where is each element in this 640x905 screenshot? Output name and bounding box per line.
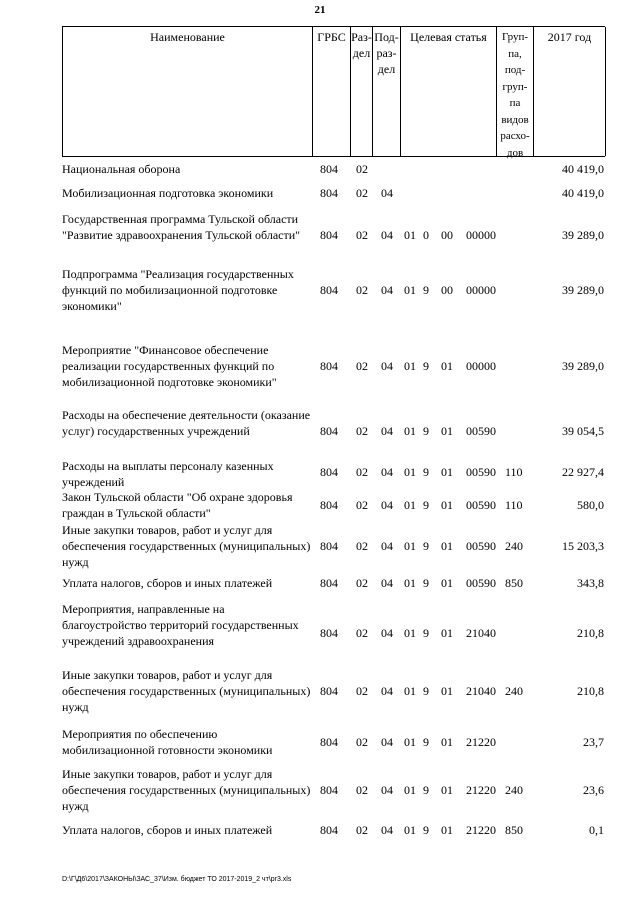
row-rz: 02 [356, 228, 368, 242]
row-name: Иные закупки товаров, работ и услуг для обеспечения государственных (муниципальных) нужд [62, 767, 311, 813]
header-vr-line-4: груп- [502, 80, 528, 93]
row-c: 00 [441, 283, 453, 297]
row-grbs: 804 [320, 539, 338, 553]
row-grbs: 804 [320, 359, 338, 373]
row-b: 9 [423, 684, 429, 698]
row-name: Мероприятие "Финансовое обеспечение реализации государственных функций по мобилизационной подготовке экономики" [62, 343, 277, 389]
row-sum: 22 927,4 [562, 465, 604, 479]
row-vr: 240 [505, 783, 523, 797]
row-vr: 240 [505, 684, 523, 698]
row-b: 0 [423, 228, 429, 242]
row-name: Мероприятия, направленные на благоустройство территорий государственных учреждений здравоохранения [62, 602, 299, 648]
row-a: 01 [404, 283, 416, 297]
row-c: 01 [441, 735, 453, 749]
header-podrazdel-line-3: дел [377, 62, 396, 76]
row-d: 21220 [466, 823, 496, 837]
row-name: Подпрограмма "Реализация государственных функций по мобилизационной подготовке экономики" [62, 267, 294, 313]
row-a: 01 [404, 576, 416, 590]
row-sum: 343,8 [577, 576, 604, 590]
row-d: 00590 [466, 498, 496, 512]
row-c: 01 [441, 783, 453, 797]
row-d: 00590 [466, 424, 496, 438]
row-pr: 04 [381, 424, 393, 438]
row-grbs: 804 [320, 424, 338, 438]
row-vr: 850 [505, 576, 523, 590]
header-podrazdel [373, 27, 401, 156]
row-sum: 210,8 [577, 684, 604, 698]
row-rz: 02 [356, 576, 368, 590]
header-vr-line-2: па, [508, 47, 522, 60]
row-sum: 39 289,0 [562, 283, 604, 297]
header-grbs: ГРБС [313, 27, 351, 156]
row-grbs: 804 [320, 823, 338, 837]
row-name: Иные закупки товаров, работ и услуг для обеспечения государственных (муниципальных) нужд [62, 668, 311, 714]
row-sum: 39 289,0 [562, 359, 604, 373]
row-b: 9 [423, 735, 429, 749]
row-d: 21040 [466, 684, 496, 698]
row-name: Расходы на выплаты персоналу казенных учреждений [62, 459, 274, 489]
row-name: Уплата налогов, сборов и иных платежей [62, 823, 273, 837]
header-podrazdel-line-2: раз- [376, 46, 397, 60]
row-c: 01 [441, 539, 453, 553]
row-vr: 240 [505, 539, 523, 553]
row-sum: 210,8 [577, 626, 604, 640]
row-name: Расходы на обеспечение деятельности (оказание услуг) государственных учреждений [62, 408, 311, 438]
table-header [62, 26, 605, 157]
row-sum: 39 289,0 [562, 228, 604, 242]
row-b: 9 [423, 283, 429, 297]
row-rz: 02 [356, 359, 368, 373]
row-rz: 02 [356, 424, 368, 438]
header-vr-line-7: расхо- [500, 130, 530, 142]
row-vr: 110 [505, 498, 523, 512]
row-d: 00590 [466, 539, 496, 553]
row-sum: 15 203,3 [562, 539, 604, 553]
row-a: 01 [404, 465, 416, 479]
row-rz: 02 [356, 162, 368, 176]
row-sum: 39 054,5 [562, 424, 604, 438]
row-grbs: 804 [320, 626, 338, 640]
row-c: 01 [441, 498, 453, 512]
header-vr-line-8: дов [506, 146, 524, 159]
row-a: 01 [404, 424, 416, 438]
row-rz: 02 [356, 735, 368, 749]
row-grbs: 804 [320, 186, 338, 200]
row-pr: 04 [381, 735, 393, 749]
header-razdel [351, 27, 373, 156]
row-grbs: 804 [320, 735, 338, 749]
row-name: Уплата налогов, сборов и иных платежей [62, 576, 273, 590]
row-grbs: 804 [320, 228, 338, 242]
header-vr-line-3: под- [504, 64, 526, 76]
row-c: 01 [441, 626, 453, 640]
row-vr: 850 [505, 823, 523, 837]
row-b: 9 [423, 424, 429, 438]
row-d: 00000 [466, 359, 496, 373]
row-name: Закон Тульской области "Об охране здоровья граждан в Тульской области" [62, 490, 293, 520]
row-a: 01 [404, 626, 416, 640]
row-a: 01 [404, 783, 416, 797]
row-b: 9 [423, 823, 429, 837]
row-rz: 02 [356, 539, 368, 553]
row-c: 01 [441, 359, 453, 373]
row-a: 01 [404, 539, 416, 553]
row-sum: 40 419,0 [562, 162, 604, 176]
header-razdel-line-1: Раз- [351, 30, 372, 44]
row-d: 21220 [466, 735, 496, 749]
row-grbs: 804 [320, 783, 338, 797]
row-rz: 02 [356, 783, 368, 797]
row-sum: 40 419,0 [562, 186, 604, 200]
row-pr: 04 [381, 576, 393, 590]
row-name: Мероприятия по обеспечению мобилизационной готовности экономики [62, 727, 273, 757]
row-sum: 23,7 [583, 735, 604, 749]
row-c: 01 [441, 424, 453, 438]
row-rz: 02 [356, 283, 368, 297]
header-vr-line-5: па [509, 97, 521, 109]
row-b: 9 [423, 359, 429, 373]
row-pr: 04 [381, 465, 393, 479]
row-rz: 02 [356, 186, 368, 200]
header-vr-line-1: Груп- [501, 31, 529, 43]
row-c: 00 [441, 228, 453, 242]
row-pr: 04 [381, 186, 393, 200]
row-d: 00590 [466, 576, 496, 590]
header-razdel-line-2: дел [352, 46, 371, 60]
row-grbs: 804 [320, 576, 338, 590]
row-a: 01 [404, 735, 416, 749]
row-rz: 02 [356, 823, 368, 837]
row-a: 01 [404, 359, 416, 373]
row-grbs: 804 [320, 684, 338, 698]
row-grbs: 804 [320, 498, 338, 512]
header-podrazdel-line-1: Под- [374, 30, 399, 44]
row-rz: 02 [356, 465, 368, 479]
row-a: 01 [404, 498, 416, 512]
row-grbs: 804 [320, 465, 338, 479]
row-name: Национальная оборона [62, 162, 181, 176]
file-path-footer: D:\Г\Д6\2017\ЗАКОНЫ\ЗАС_37\Изм. бюджет ТО 2017-2019_2 чт\pr3.xls [62, 876, 292, 883]
row-a: 01 [404, 684, 416, 698]
row-c: 01 [441, 576, 453, 590]
row-rz: 02 [356, 684, 368, 698]
row-b: 9 [423, 626, 429, 640]
row-name: Государственная программа Тульской области "Развитие здравоохранения Тульской области" [62, 212, 301, 242]
row-b: 9 [423, 783, 429, 797]
row-a: 01 [404, 823, 416, 837]
row-rz: 02 [356, 626, 368, 640]
row-d: 00000 [466, 228, 496, 242]
header-target: Целевая статья [401, 27, 497, 156]
header-vr-line-6: видов [501, 113, 529, 126]
row-pr: 04 [381, 359, 393, 373]
row-b: 9 [423, 498, 429, 512]
row-pr: 04 [381, 283, 393, 297]
row-sum: 580,0 [577, 498, 604, 512]
header-vr [497, 27, 534, 159]
row-b: 9 [423, 576, 429, 590]
row-vr: 110 [505, 465, 523, 479]
row-pr: 04 [381, 498, 393, 512]
row-pr: 04 [381, 539, 393, 553]
row-c: 01 [441, 465, 453, 479]
row-c: 01 [441, 684, 453, 698]
row-d: 00590 [466, 465, 496, 479]
row-sum: 0,1 [589, 823, 604, 837]
header-year: 2017 год [534, 27, 606, 156]
row-grbs: 804 [320, 283, 338, 297]
row-pr: 04 [381, 626, 393, 640]
row-grbs: 804 [320, 162, 338, 176]
row-rz: 02 [356, 498, 368, 512]
row-d: 21220 [466, 783, 496, 797]
page-number: 21 [314, 4, 326, 16]
row-sum: 23,6 [583, 783, 604, 797]
row-d: 00000 [466, 283, 496, 297]
row-pr: 04 [381, 228, 393, 242]
header-name: Наименование [63, 27, 313, 156]
row-pr: 04 [381, 783, 393, 797]
row-pr: 04 [381, 823, 393, 837]
row-a: 01 [404, 228, 416, 242]
row-b: 9 [423, 465, 429, 479]
row-c: 01 [441, 823, 453, 837]
row-b: 9 [423, 539, 429, 553]
row-pr: 04 [381, 684, 393, 698]
row-name: Мобилизационная подготовка экономики [62, 186, 274, 200]
row-name: Иные закупки товаров, работ и услуг для обеспечения государственных (муниципальных) нужд [62, 523, 311, 569]
row-d: 21040 [466, 626, 496, 640]
